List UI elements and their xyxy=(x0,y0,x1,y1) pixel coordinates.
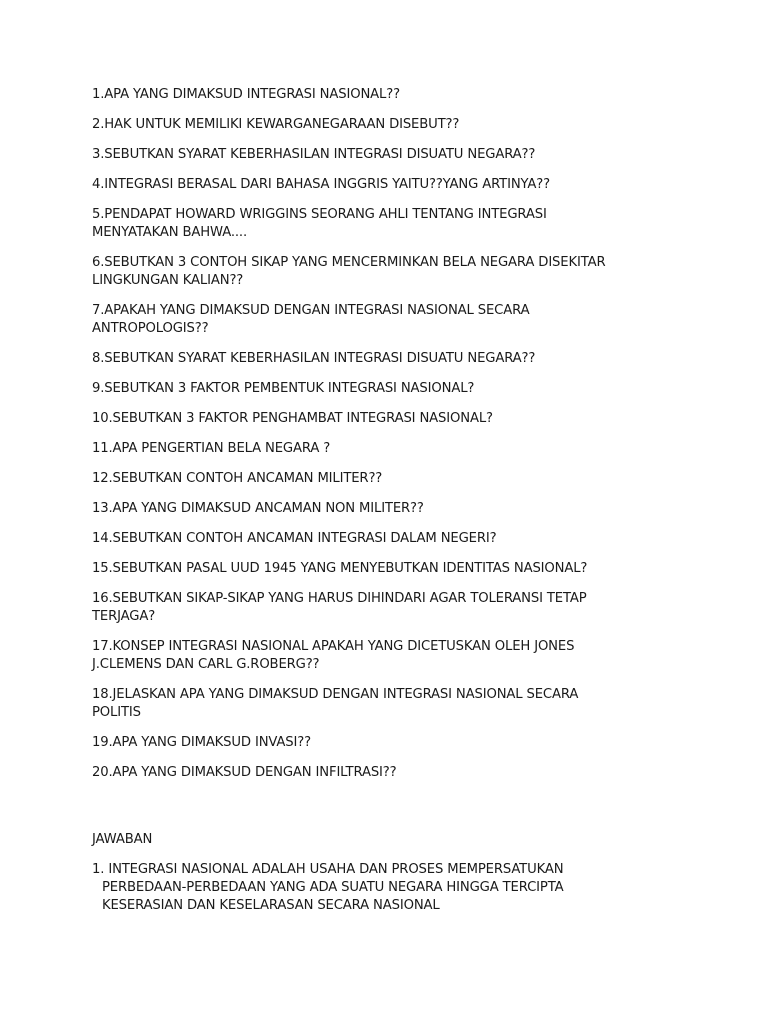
question-line: 3.SEBUTKAN SYARAT KEBERHASILAN INTEGRASI DISUATU NEGARA?? xyxy=(92,147,536,162)
question-item xyxy=(92,764,692,782)
question-item xyxy=(92,146,692,164)
question-item xyxy=(92,116,692,134)
question-item xyxy=(92,440,692,458)
document-content xyxy=(92,86,692,915)
answers-heading: JAWABAN xyxy=(92,832,153,847)
question-item xyxy=(92,302,692,338)
question-line: 6.SEBUTKAN 3 CONTOH SIKAP YANG MENCERMINKAN BELA NEGARA DISEKITAR xyxy=(92,255,606,270)
question-line: 8.SEBUTKAN SYARAT KEBERHASILAN INTEGRASI DISUATU NEGARA?? xyxy=(92,351,536,366)
question-line: 11.APA PENGERTIAN BELA NEGARA ? xyxy=(92,441,331,456)
question-item xyxy=(92,410,692,428)
question-line: 18.JELASKAN APA YANG DIMAKSUD DENGAN INTEGRASI NASIONAL SECARA xyxy=(92,687,579,702)
question-line: 9.SEBUTKAN 3 FAKTOR PEMBENTUK INTEGRASI NASIONAL? xyxy=(92,381,475,396)
question-item xyxy=(92,638,692,674)
question-line: 4.INTEGRASI BERASAL DARI BAHASA INGGRIS YAITU??YANG ARTINYA?? xyxy=(92,177,550,192)
question-item xyxy=(92,530,692,548)
question-line: 10.SEBUTKAN 3 FAKTOR PENGHAMBAT INTEGRASI NASIONAL? xyxy=(92,411,493,426)
answer-line: PERBEDAAN-PERBEDAAN YANG ADA SUATU NEGARA HINGGA TERCIPTA xyxy=(102,880,564,895)
question-line: TERJAGA? xyxy=(92,609,156,624)
question-line: 15.SEBUTKAN PASAL UUD 1945 YANG MENYEBUTKAN IDENTITAS NASIONAL? xyxy=(92,561,588,576)
question-line: 13.APA YANG DIMAKSUD ANCAMAN NON MILITER?? xyxy=(92,501,424,516)
question-item xyxy=(92,500,692,518)
answer-line: KESERASIAN DAN KESELARASAN SECARA NASIONAL xyxy=(102,898,440,913)
question-line: ANTROPOLOGIS?? xyxy=(92,321,209,336)
question-line: 19.APA YANG DIMAKSUD INVASI?? xyxy=(92,735,311,750)
question-line: 14.SEBUTKAN CONTOH ANCAMAN INTEGRASI DALAM NEGERI? xyxy=(92,531,497,546)
question-line: 20.APA YANG DIMAKSUD DENGAN INFILTRASI?? xyxy=(92,765,397,780)
question-item xyxy=(92,590,692,626)
question-line: 7.APAKAH YANG DIMAKSUD DENGAN INTEGRASI NASIONAL SECARA xyxy=(92,303,530,318)
question-line: LINGKUNGAN KALIAN?? xyxy=(92,273,244,288)
question-item xyxy=(92,470,692,488)
question-list xyxy=(92,86,692,782)
question-item xyxy=(92,206,692,242)
question-line: 5.PENDAPAT HOWARD WRIGGINS SEORANG AHLI TENTANG INTEGRASI xyxy=(92,207,547,222)
question-line: 1.APA YANG DIMAKSUD INTEGRASI NASIONAL?? xyxy=(92,87,400,102)
question-line: J.CLEMENS DAN CARL G.ROBERG?? xyxy=(92,657,320,672)
question-line: POLITIS xyxy=(92,705,141,720)
section-spacer xyxy=(92,794,692,831)
question-item xyxy=(92,254,692,290)
question-line: 2.HAK UNTUK MEMILIKI KEWARGANEGARAAN DISEBUT?? xyxy=(92,117,460,132)
question-item xyxy=(92,380,692,398)
question-line: 16.SEBUTKAN SIKAP-SIKAP YANG HARUS DIHINDARI AGAR TOLERANSI TETAP xyxy=(92,591,587,606)
question-line: 12.SEBUTKAN CONTOH ANCAMAN MILITER?? xyxy=(92,471,383,486)
question-item xyxy=(92,350,692,368)
question-item xyxy=(92,686,692,722)
question-item xyxy=(92,734,692,752)
question-item xyxy=(92,176,692,194)
question-item xyxy=(92,560,692,578)
answer-item xyxy=(92,861,692,915)
question-line: MENYATAKAN BAHWA.... xyxy=(92,225,248,240)
question-line: 17.KONSEP INTEGRASI NASIONAL APAKAH YANG DICETUSKAN OLEH JONES xyxy=(92,639,575,654)
answer-list xyxy=(92,861,692,915)
question-item xyxy=(92,86,692,104)
answer-line: 1. INTEGRASI NASIONAL ADALAH USAHA DAN PROSES MEMPERSATUKAN xyxy=(92,862,564,877)
